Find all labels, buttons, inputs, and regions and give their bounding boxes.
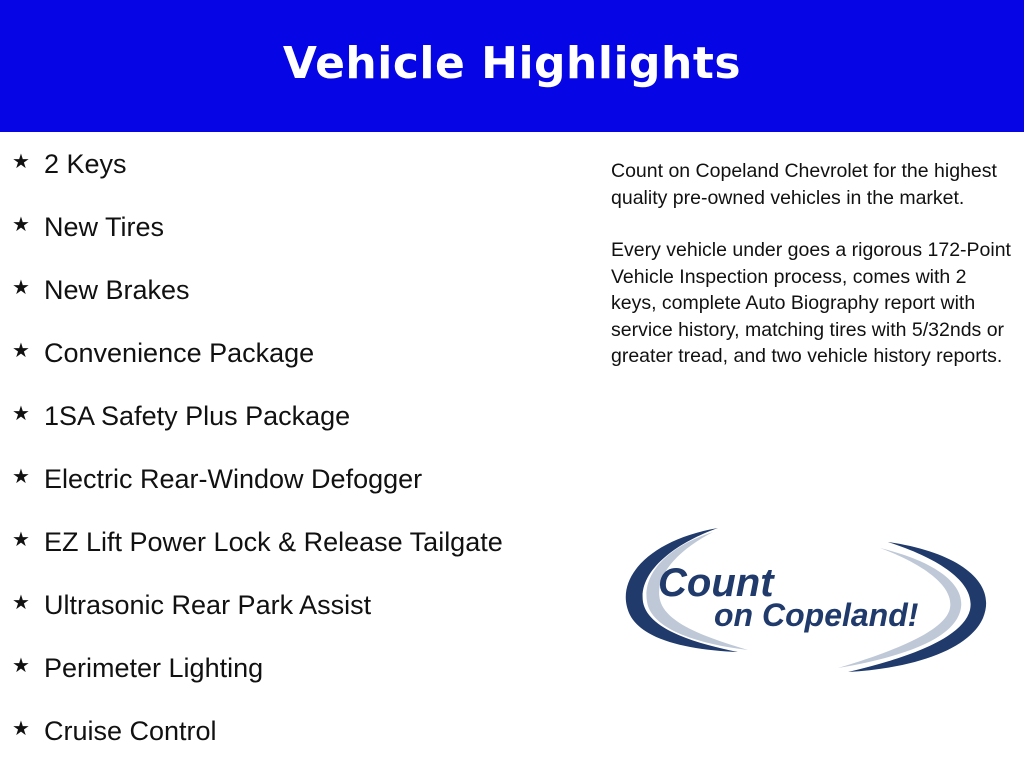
star-icon: ★ <box>12 403 30 425</box>
star-icon: ★ <box>12 592 30 614</box>
highlight-label: Electric Rear-Window Defogger <box>44 464 423 494</box>
star-icon: ★ <box>12 529 30 551</box>
highlight-label: Perimeter Lighting <box>44 653 264 683</box>
header-banner <box>0 0 1024 132</box>
highlight-item <box>12 142 503 205</box>
logo-text-count: Count <box>658 561 774 605</box>
highlight-label: 2 Keys <box>44 149 127 179</box>
highlight-item <box>12 331 503 394</box>
logo-text-on-copeland: on Copeland! <box>714 597 919 633</box>
highlight-item <box>12 268 503 331</box>
highlight-item <box>12 583 503 646</box>
highlight-item <box>12 646 503 709</box>
description-paragraph-2: Every vehicle under goes a rigorous 172-Point Vehicle Inspection process, comes with 2 keys, complete Auto Biography report with service history, matching tires with 5/32nds or greater tread, and two vehicle history reports. <box>611 239 1011 367</box>
star-icon: ★ <box>12 466 30 488</box>
highlight-label: Convenience Package <box>44 338 315 368</box>
page-title: Vehicle Highlights <box>282 37 742 89</box>
count-on-copeland-logo <box>618 520 998 680</box>
highlight-label: Cruise Control <box>44 716 217 746</box>
star-icon: ★ <box>12 214 30 236</box>
highlight-label: Ultrasonic Rear Park Assist <box>44 590 372 620</box>
highlight-item <box>12 709 503 768</box>
highlight-item <box>12 205 503 268</box>
highlight-label: New Tires <box>44 212 165 242</box>
highlights-list <box>12 142 503 768</box>
highlight-item <box>12 457 503 520</box>
highlight-label: New Brakes <box>44 275 190 305</box>
star-icon: ★ <box>12 151 30 173</box>
dealer-description <box>611 158 1011 396</box>
star-icon: ★ <box>12 655 30 677</box>
logo-graphic <box>618 520 998 680</box>
highlight-label: 1SA Safety Plus Package <box>44 401 351 431</box>
highlight-item <box>12 394 503 457</box>
highlight-label: EZ Lift Power Lock & Release Tailgate <box>44 527 503 557</box>
highlight-item <box>12 520 503 583</box>
star-icon: ★ <box>12 718 30 740</box>
description-paragraph-1: Count on Copeland Chevrolet for the highest quality pre-owned vehicles in the market. <box>611 160 997 209</box>
star-icon: ★ <box>12 277 30 299</box>
star-icon: ★ <box>12 340 30 362</box>
